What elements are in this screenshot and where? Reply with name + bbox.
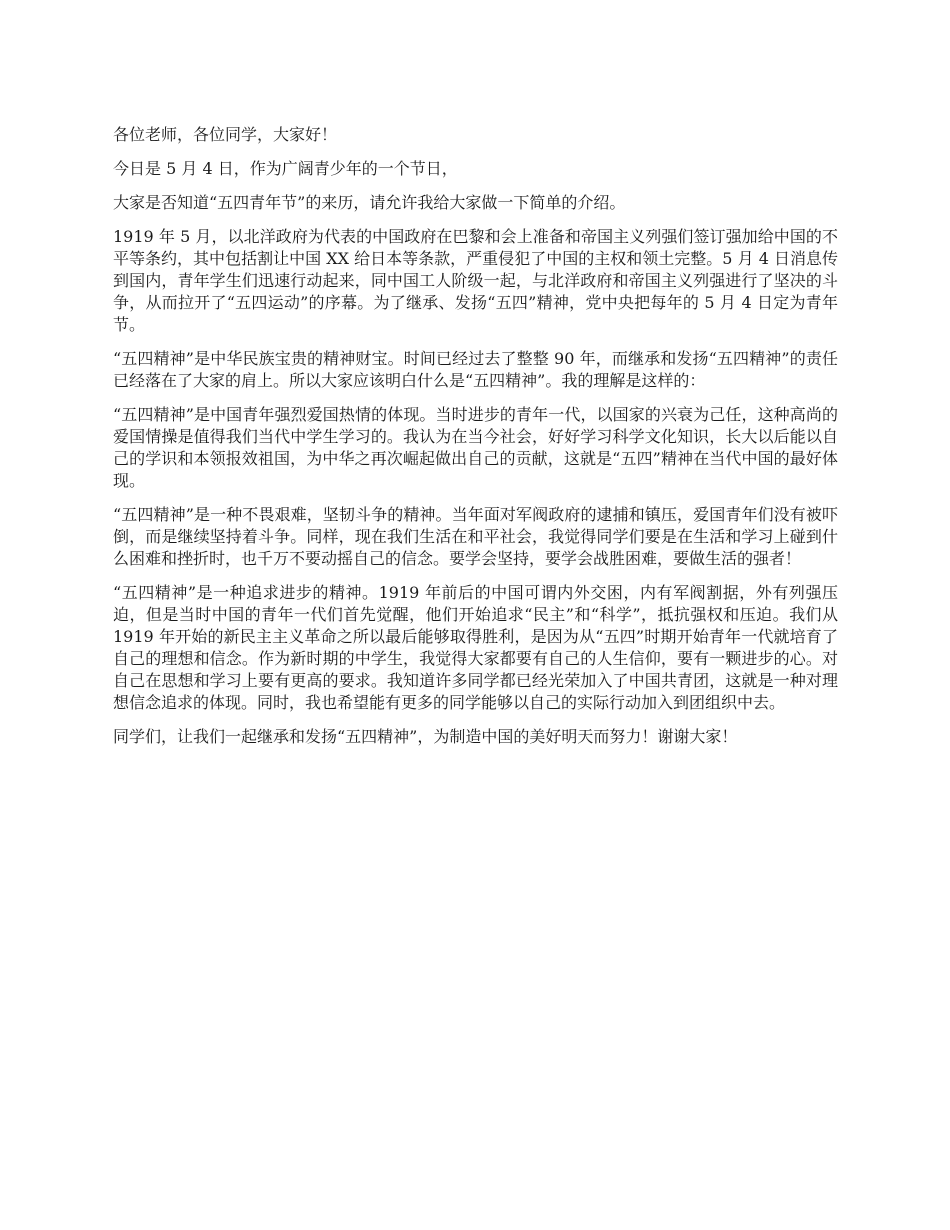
paragraph-spirit-heritage: “五四精神”是中华民族宝贵的精神财宝。时间已经过去了整整 90 年，而继承和发扬“五四精神”的责任已经落在了大家的肩上。所以大家应该明白什么是“五四精神”。我的理解是这样的： <box>113 349 838 390</box>
paragraph-closing: 同学们，让我们一起继承和发扬“五四精神”，为制造中国的美好明天而努力！谢谢大家！ <box>113 727 738 746</box>
paragraph-history: 1919 年 5 月，以北洋政府为代表的中国政府在巴黎和会上准备和帝国主义列强们签订强加给中国的不平等条约，其中包括割让中国 XX 给日本等条款，严重侵犯了中国的主权和领土完整。5 月 4 日消息传到国内，青年学生们迅速行动起来，同中国工人阶级一起，与北洋政府和帝国主义列强进行了坚决的斗争，从而拉开了“五四运动”的序幕。为了继承、发扬“五四”精神，党中央把每年的 5 月 4 日定为青年节。 <box>113 227 838 334</box>
document-page <box>113 124 838 760</box>
paragraph-greeting: 各位老师，各位同学，大家好！ <box>113 125 338 144</box>
paragraph-spirit-perseverance: “五四精神”是一种不畏艰难，坚韧斗争的精神。当年面对军阀政府的逮捕和镇压，爱国青年们没有被吓倒，而是继续坚持着斗争。同样，现在我们生活在和平社会，我觉得同学们要是在生活和学习上碰到什么困难和挫折时，也千万不要动摇自己的信念。要学会坚持，要学会战胜困难，要做生活的强者！ <box>113 505 838 568</box>
paragraph-spirit-patriotism: “五四精神”是中国青年强烈爱国热情的体现。当时进步的青年一代，以国家的兴衰为己任，这种高尚的爱国情操是值得我们当代中学生学习的。我认为在当今社会，好好学习科学文化知识，长大以后能以自己的学识和本领报效祖国，为中华之再次崛起做出自己的贡献，这就是“五四”精神在当代中国的最好体现。 <box>113 405 838 490</box>
paragraph-spirit-progress: “五四精神”是一种追求进步的精神。1919 年前后的中国可谓内外交困，内有军阀割据，外有列强压迫，但是当时中国的青年一代们首先觉醒，他们开始追求“民主”和“科学”，抵抗强权和压迫。我们从 1919 年开始的新民主主义革命之所以最后能够取得胜利，是因为从“五四”时期开始青年一代就培育了自己的理想和信念。作为新时期的中学生，我觉得大家都要有自己的人生信仰，要有一颗进步的心。对自己在思想和学习上要有更高的要求。我知道许多同学都已经光荣加入了中国共青团，这就是一种对理想信念追求的体现。同时，我也希望能有更多的同学能够以自己的实际行动加入到团组织中去。 <box>113 583 838 712</box>
paragraph-intro-question: 大家是否知道“五四青年节”的来历，请允许我给大家做一下简单的介绍。 <box>113 193 626 212</box>
paragraph-intro-date: 今日是 5 月 4 日，作为广阔青少年的一个节日， <box>113 159 458 178</box>
